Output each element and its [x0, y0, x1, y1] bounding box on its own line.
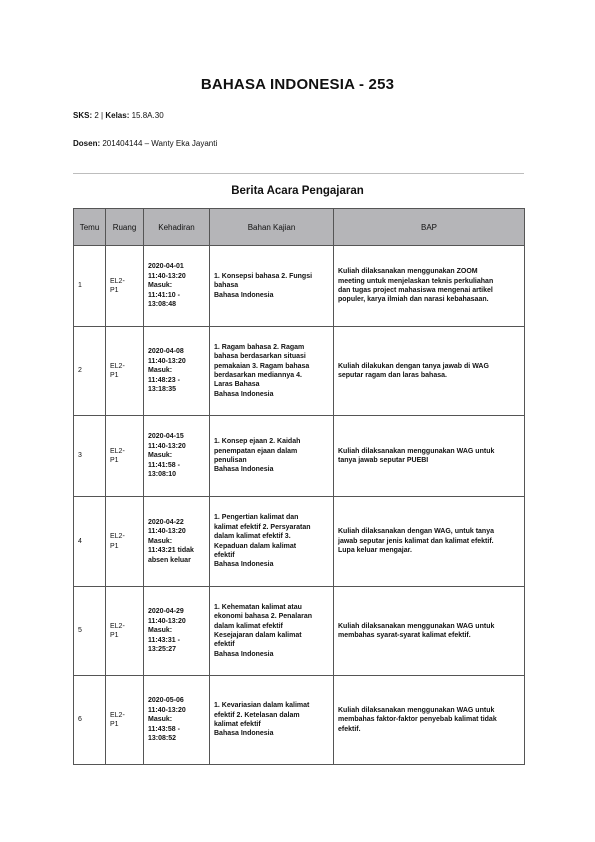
temu-cell: 2	[74, 327, 106, 416]
ruang-line: P1	[110, 457, 119, 464]
kehadiran-line: 11:40-13:20	[148, 528, 186, 536]
bahan-kajian-line: efektif	[214, 551, 235, 559]
bahan-kajian-cell	[210, 246, 334, 327]
kehadiran-line: 11:43:21 tidak	[148, 547, 194, 555]
column-header-temu: Temu	[74, 209, 106, 246]
bap-line: Kuliah dilaksanakan menggunakan WAG untuk	[338, 622, 495, 630]
column-header-kehadiran: Kehadiran	[144, 209, 210, 246]
temu-cell: 4	[74, 497, 106, 587]
bap-line: tanya jawab seputar PUEBI	[338, 457, 429, 464]
bahan-kajian-line: efektif 2. Ketelasan dalam	[214, 711, 300, 719]
ruang-line: EL2-	[110, 622, 125, 630]
bahan-kajian-line: 1. Kehematan kalimat atau	[214, 603, 302, 611]
kelas-value: 15.8A.30	[131, 111, 164, 120]
column-header-bap: BAP	[334, 209, 525, 246]
bahan-kajian-line: berdasarkan mediannya 4.	[214, 372, 302, 379]
kehadiran-line: 2020-04-22	[148, 518, 184, 526]
kelas-label: Kelas:	[105, 111, 130, 120]
table-row	[74, 676, 525, 765]
bahan-kajian-cell	[210, 587, 334, 676]
temu-cell: 6	[74, 676, 106, 765]
kehadiran-cell	[144, 676, 210, 765]
sks-label: SKS:	[73, 111, 93, 120]
table-header-row	[74, 209, 525, 246]
sks-value: 2	[94, 111, 99, 120]
bap-table	[73, 208, 525, 765]
bap-line: Kuliah dilaksanakan menggunakan ZOOM	[338, 268, 478, 276]
page-title: BAHASA INDONESIA - 253	[200, 76, 395, 93]
bap-line: populer, karya ilmiah dan narasi kebahasaan.	[338, 296, 489, 304]
kehadiran-line: 11:41:58 -	[148, 461, 180, 469]
temu-cell: 3	[74, 416, 106, 497]
ruang-line: EL2-	[110, 533, 125, 541]
bahan-kajian-line: Bahasa Indonesia	[214, 730, 274, 738]
ruang-line: P1	[110, 372, 119, 379]
bap-line: meeting untuk menjelaskan teknis perkuliahan	[338, 277, 494, 285]
ruang-line: EL2-	[110, 711, 125, 719]
kehadiran-line: 11:40-13:20	[148, 706, 186, 714]
kehadiran-cell	[144, 497, 210, 587]
ruang-cell	[106, 246, 144, 327]
ruang-cell	[106, 327, 144, 416]
bahan-kajian-line: kalimat efektif	[214, 721, 261, 728]
kehadiran-line: Masuk:	[148, 716, 173, 724]
kehadiran-line: 11:40-13:20	[148, 357, 186, 365]
bahan-kajian-line: ekonomi bahasa 2. Penalaran	[214, 613, 313, 621]
dosen-label: Dosen:	[73, 139, 101, 148]
bap-cell	[334, 327, 525, 416]
table-row	[74, 587, 525, 676]
kehadiran-line: Masuk:	[148, 367, 173, 375]
bahan-kajian-line: 1. Konsepsi bahasa 2. Fungsi	[214, 272, 313, 280]
kehadiran-cell	[144, 327, 210, 416]
bap-line: Lupa keluar mengajar.	[338, 547, 412, 555]
kehadiran-cell	[144, 246, 210, 327]
bahan-kajian-cell	[210, 416, 334, 497]
bap-line: Kuliah dilakukan dengan tanya jawab di WAG	[338, 362, 489, 370]
bahan-kajian-line: 1. Kevariasian dalam kalimat	[214, 702, 310, 710]
bahan-kajian-line: Kepaduan dalam kalimat	[214, 542, 297, 550]
ruang-cell	[106, 497, 144, 587]
column-header-bahan-kajian: Bahan Kajian	[210, 209, 334, 246]
bahan-kajian-line: Kesejajaran dalam kalimat	[214, 632, 302, 639]
bahan-kajian-line: efektif	[214, 641, 235, 649]
kehadiran-line: Masuk:	[148, 537, 173, 545]
bap-cell	[334, 587, 525, 676]
bahan-kajian-line: 1. Pengertian kalimat dan	[214, 514, 299, 522]
meta-separator: |	[101, 111, 104, 120]
bahan-kajian-line: Bahasa Indonesia	[214, 561, 274, 569]
ruang-line: EL2-	[110, 447, 125, 455]
bahan-kajian-line: bahasa	[214, 282, 239, 290]
kehadiran-line: 13:08:52	[148, 735, 177, 743]
kehadiran-cell	[144, 416, 210, 497]
kehadiran-line: 13:18:35	[148, 386, 177, 394]
ruang-line: EL2-	[110, 362, 125, 370]
bap-line: membahas faktor-faktor penyebab kalimat tidak	[338, 716, 497, 724]
bahan-kajian-line: 1. Konsep ejaan 2. Kaidah	[214, 438, 301, 446]
lecturer-meta	[73, 139, 217, 148]
table-row	[74, 246, 525, 327]
bap-line: Kuliah dilaksanakan menggunakan WAG untuk	[338, 447, 495, 455]
kehadiran-line: 11:40-13:20	[148, 617, 186, 625]
kehadiran-line: 11:40-13:20	[148, 272, 186, 280]
kehadiran-line: 2020-04-08	[148, 348, 184, 356]
section-title: Berita Acara Pengajaran	[231, 185, 364, 197]
temu-cell: 5	[74, 587, 106, 676]
bahan-kajian-line: Bahasa Indonesia	[214, 390, 274, 398]
kehadiran-line: 13:08:10	[148, 471, 177, 479]
kehadiran-cell	[144, 587, 210, 676]
bap-line: jawab seputar jenis kalimat dan kalimat efektif.	[338, 537, 494, 545]
bahan-kajian-line: kalimat efektif 2. Persyaratan	[214, 523, 311, 531]
bap-line: membahas syarat-syarat kalimat efektif.	[338, 632, 471, 639]
kehadiran-line: 11:43:58 -	[148, 725, 180, 733]
bahan-kajian-line: Laras Bahasa	[214, 381, 260, 389]
kehadiran-line: 2020-04-01	[148, 263, 184, 271]
kehadiran-line: 13:25:27	[148, 646, 177, 654]
bahan-kajian-line: penempatan ejaan dalam	[214, 447, 298, 455]
bahan-kajian-line: penulisan	[214, 457, 247, 464]
kehadiran-line: 13:08:48	[148, 301, 177, 309]
bap-line: Kuliah dilaksanakan dengan WAG, untuk tanya	[338, 528, 494, 536]
bap-line: seputar ragam dan laras bahasa.	[338, 372, 447, 379]
ruang-line: P1	[110, 632, 119, 639]
kehadiran-line: Masuk:	[148, 452, 173, 460]
ruang-line: P1	[110, 721, 119, 728]
ruang-line: P1	[110, 542, 119, 550]
bap-line: dan tugas project mahasiswa mengenai artikel	[338, 287, 493, 294]
kehadiran-line: 11:41:10 -	[148, 291, 180, 299]
bahan-kajian-line: Bahasa Indonesia	[214, 650, 274, 658]
bap-line: Kuliah dilaksanakan menggunakan WAG untuk	[338, 706, 495, 714]
column-header-ruang: Ruang	[106, 209, 144, 246]
kehadiran-line: 11:48:23 -	[148, 376, 180, 384]
kehadiran-line: Masuk:	[148, 282, 173, 290]
ruang-cell	[106, 587, 144, 676]
kehadiran-line: 11:43:31 -	[148, 636, 180, 644]
bap-cell	[334, 676, 525, 765]
bahan-kajian-line: dalam kalimat efektif 3.	[214, 533, 291, 541]
kehadiran-line: absen keluar	[148, 556, 191, 564]
ruang-line: EL2-	[110, 277, 125, 285]
kehadiran-line: Masuk:	[148, 627, 173, 635]
table-row	[74, 416, 525, 497]
bahan-kajian-line: Bahasa Indonesia	[214, 466, 274, 474]
bahan-kajian-line: 1. Ragam bahasa 2. Ragam	[214, 343, 305, 351]
bahan-kajian-cell	[210, 327, 334, 416]
divider	[73, 173, 524, 174]
dosen-value: 201404144 – Wanty Eka Jayanti	[102, 139, 218, 148]
course-meta	[73, 111, 164, 120]
bap-cell	[334, 416, 525, 497]
bahan-kajian-line: bahasa berdasarkan situasi	[214, 353, 306, 361]
bap-line: efektif.	[338, 725, 361, 733]
ruang-cell	[106, 416, 144, 497]
bahan-kajian-line: dalam kalimat efektif	[214, 622, 283, 630]
bahan-kajian-cell	[210, 497, 334, 587]
bap-cell	[334, 497, 525, 587]
kehadiran-line: 2020-04-29	[148, 608, 184, 616]
ruang-cell	[106, 676, 144, 765]
kehadiran-line: 2020-05-06	[148, 697, 184, 705]
bahan-kajian-line: Bahasa Indonesia	[214, 291, 274, 299]
table-row	[74, 327, 525, 416]
temu-cell: 1	[74, 246, 106, 327]
bap-cell	[334, 246, 525, 327]
kehadiran-line: 2020-04-15	[148, 433, 184, 441]
table-row	[74, 497, 525, 587]
ruang-line: P1	[110, 287, 119, 294]
kehadiran-line: 11:40-13:20	[148, 442, 186, 450]
bahan-kajian-cell	[210, 676, 334, 765]
bahan-kajian-line: pemakaian 3. Ragam bahasa	[214, 362, 310, 370]
table-body	[74, 246, 525, 765]
